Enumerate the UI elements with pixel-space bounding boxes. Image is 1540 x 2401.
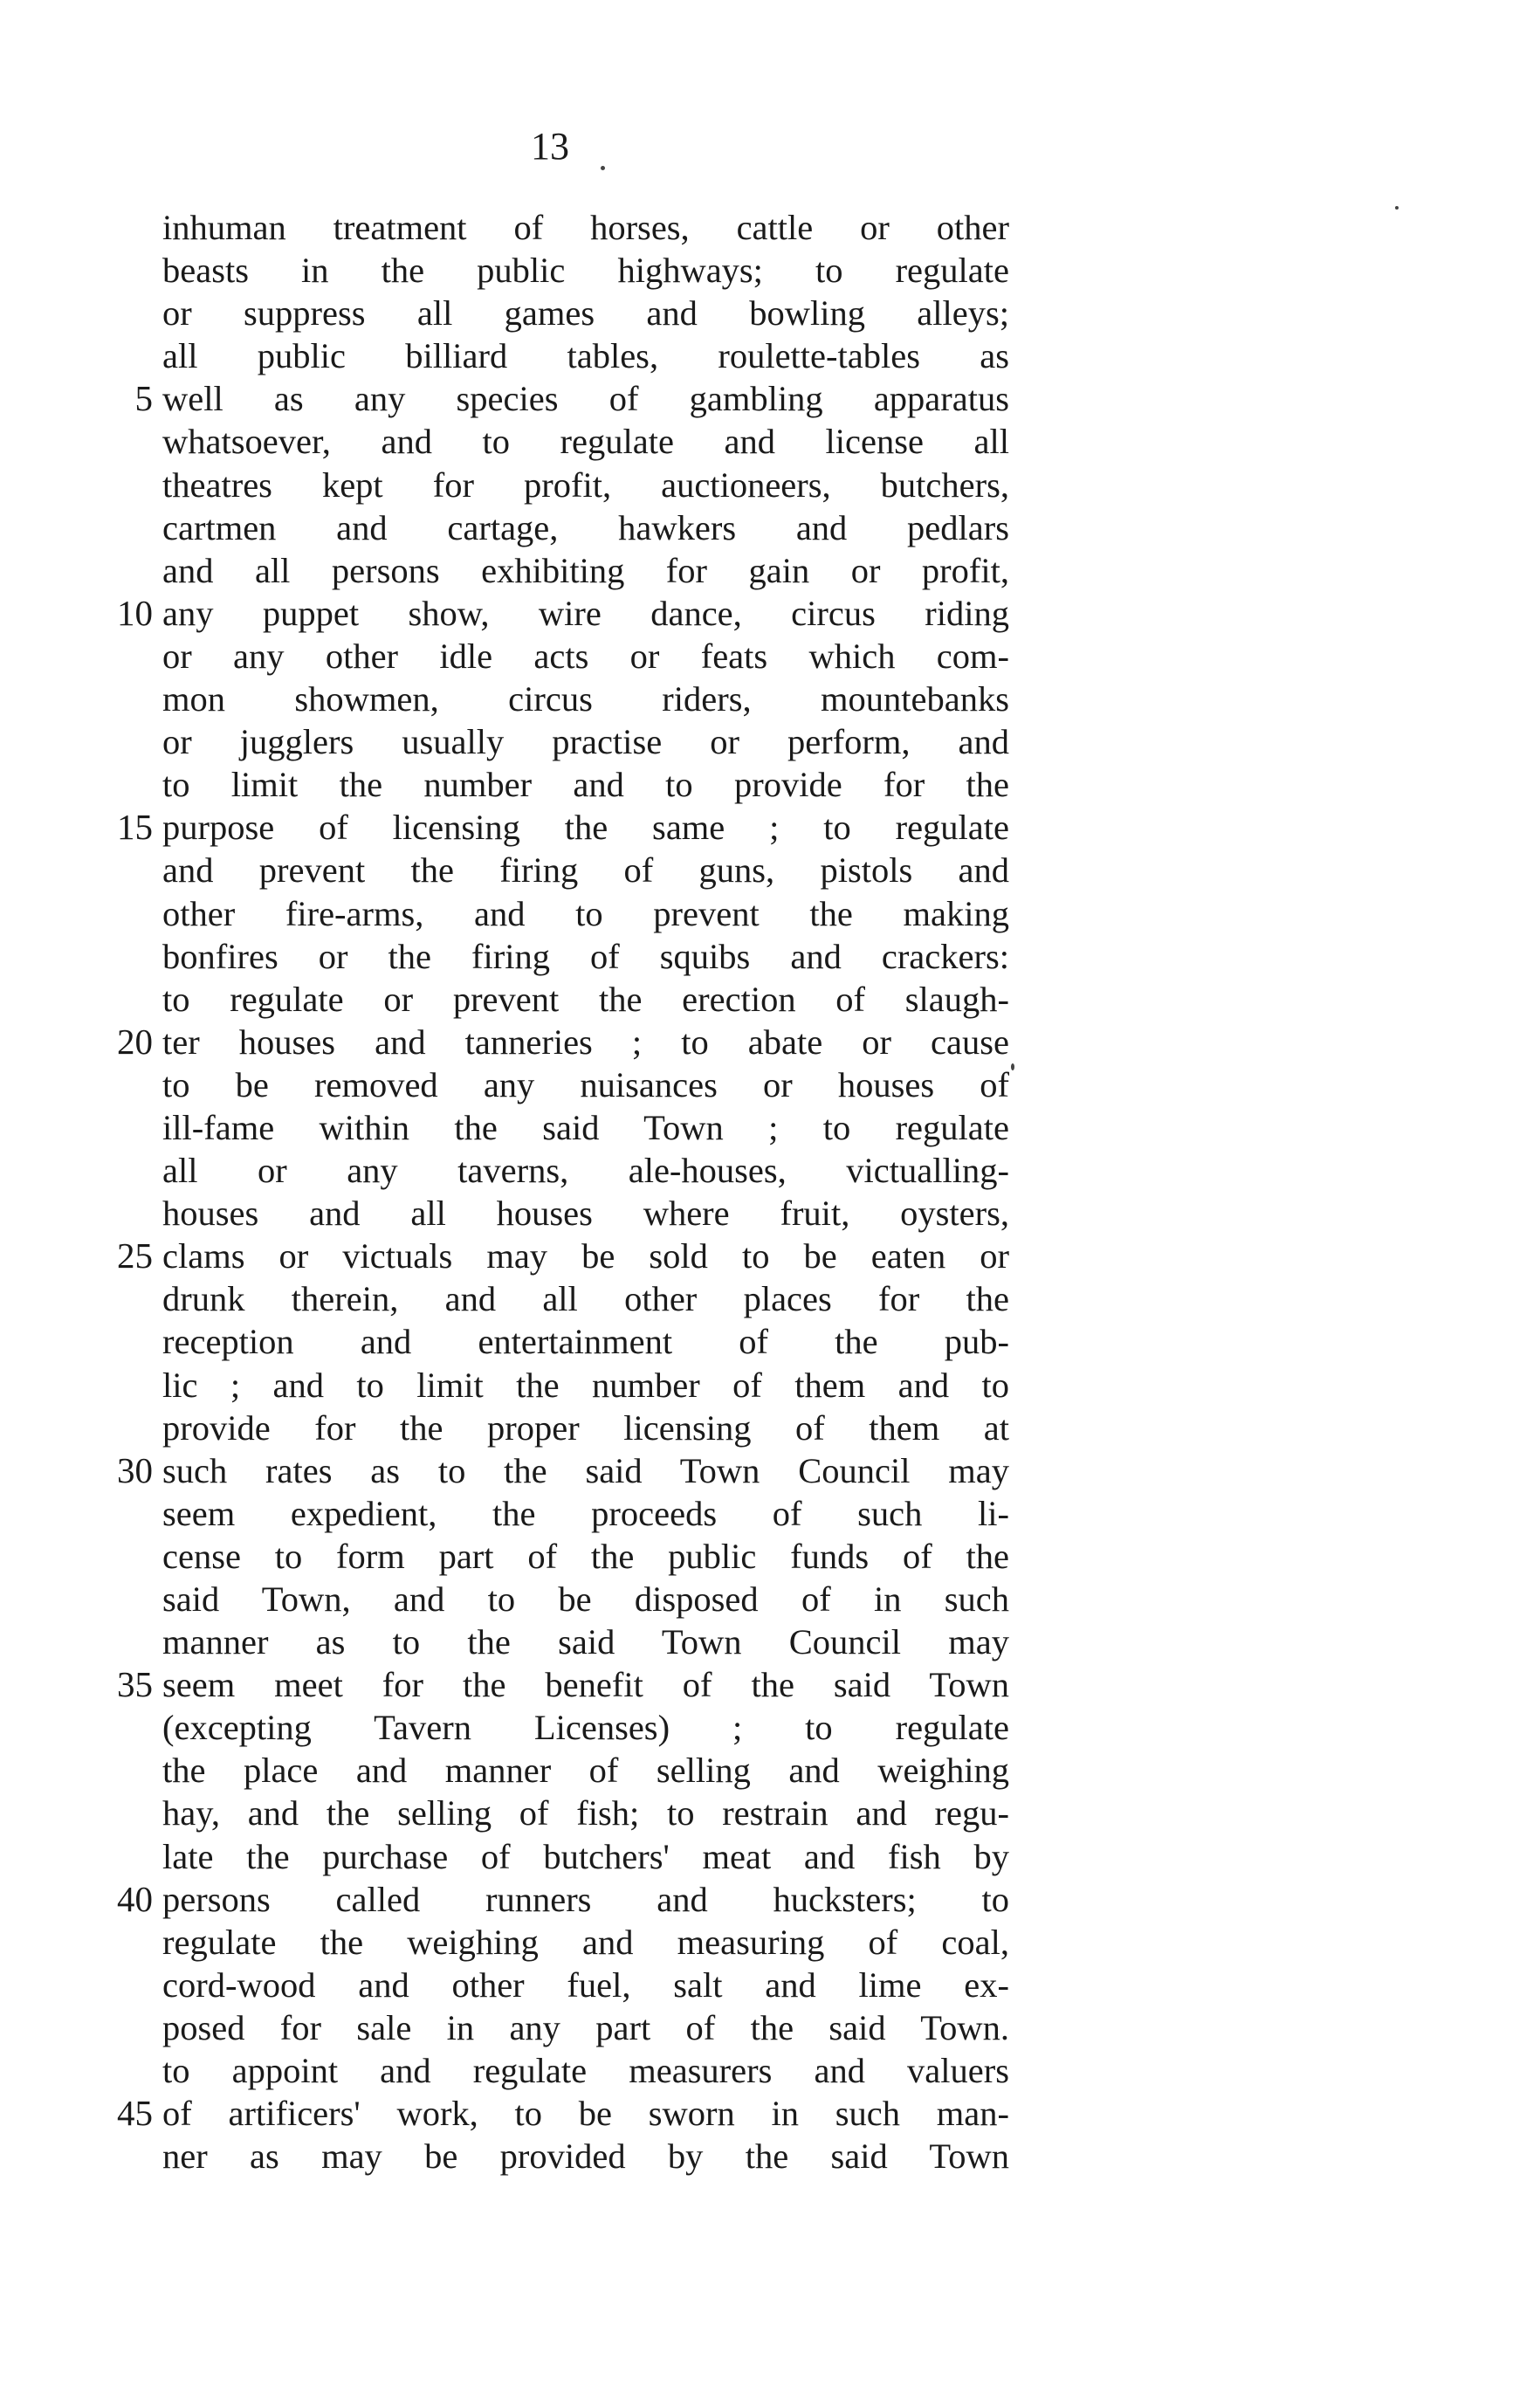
text-line [61, 1106, 1048, 1149]
text-line [61, 1407, 1048, 1449]
text-line [61, 2049, 1048, 2092]
body-text [61, 206, 1048, 2177]
text-line [61, 1320, 1048, 1363]
line-text: or suppress all games and bowling alleys; [162, 293, 1009, 334]
line-text: of artificers' work, to be sworn in such man- [162, 2094, 1009, 2134]
line-text: seem meet for the benefit of the said Town [162, 1665, 1009, 1705]
line-text: theatres kept for profit, auctioneers, butchers, [162, 464, 1009, 505]
text-line [61, 1620, 1048, 1663]
line-text: regulate the weighing and measuring of coal, [162, 1922, 1009, 1962]
line-text: any puppet show, wire dance, circus riding [162, 593, 1009, 633]
text-line [61, 1792, 1048, 1834]
line-text: other fire-arms, and to prevent the making [162, 893, 1009, 933]
text-line [61, 334, 1048, 377]
text-line [61, 935, 1048, 978]
line-text: hay, and the selling of fish; to restrain and regu- [162, 1793, 1009, 1833]
text-line [61, 849, 1048, 891]
line-number: 10 [117, 592, 153, 633]
text-line [61, 1192, 1048, 1235]
line-text: ter houses and tanneries ; to abate or cause [162, 1022, 1009, 1062]
text-line [61, 978, 1048, 1021]
line-text: such rates as to the said Town Council may [162, 1450, 1009, 1490]
text-line [61, 1878, 1048, 1921]
text-line [61, 2092, 1048, 2135]
line-text: persons called runners and hucksters; to [162, 1879, 1009, 1919]
text-line [61, 720, 1048, 763]
text-line [61, 377, 1048, 420]
text-line [61, 2006, 1048, 2049]
text-line [61, 1364, 1048, 1407]
line-text: the place and manner of selling and weighing [162, 1751, 1009, 1791]
line-number: 40 [117, 1878, 153, 1919]
line-number: 25 [117, 1235, 153, 1276]
scan-speck [1395, 206, 1399, 210]
text-line [61, 1835, 1048, 1878]
line-text: reception and entertainment of the pub- [162, 1322, 1009, 1362]
page-number: 13 [531, 125, 569, 168]
text-line [61, 206, 1048, 249]
line-text: to be removed any nuisances or houses of [162, 1064, 1009, 1104]
text-line [61, 678, 1048, 720]
text-line [61, 2135, 1048, 2177]
line-text: manner as to the said Town Council may [162, 1622, 1009, 1662]
text-line [61, 1535, 1048, 1578]
line-text: inhuman treatment of horses, cattle or other [162, 208, 1009, 247]
line-text: to limit the number and to provide for the [162, 765, 1009, 805]
line-number: 45 [117, 2093, 153, 2134]
text-line [61, 464, 1048, 506]
line-number: 15 [117, 807, 153, 848]
text-line [61, 1021, 1048, 1063]
text-line [61, 1149, 1048, 1192]
line-text: houses and all houses where fruit, oysters, [162, 1194, 1009, 1234]
scan-speck [601, 166, 605, 170]
line-text: said Town, and to be disposed of in such [162, 1579, 1009, 1619]
text-line [61, 292, 1048, 334]
text-line [61, 1663, 1048, 1706]
text-line [61, 1492, 1048, 1535]
line-text: all or any taverns, ale-houses, victualling- [162, 1151, 1009, 1191]
scan-speck [1011, 1063, 1014, 1070]
line-number: 20 [117, 1021, 153, 1062]
line-text: or jugglers usually practise or perform, and [162, 722, 1009, 762]
line-text: to appoint and regulate measurers and valuers [162, 2051, 1009, 2091]
text-line [61, 1449, 1048, 1492]
text-line [61, 420, 1048, 463]
line-text: well as any species of gambling apparatus [162, 379, 1009, 419]
line-text: and all persons exhibiting for gain or profit, [162, 550, 1009, 590]
line-number: 30 [117, 1449, 153, 1490]
text-line [61, 806, 1048, 849]
line-text: drunk therein, and all other places for the [162, 1279, 1009, 1319]
line-number: 35 [117, 1664, 153, 1705]
text-line [61, 549, 1048, 592]
line-number: 5 [134, 378, 153, 419]
line-text: all public billiard tables, roulette-tables as [162, 336, 1009, 376]
line-text: cord-wood and other fuel, salt and lime ex- [162, 1964, 1009, 2005]
line-text: cartmen and cartage, hawkers and pedlars [162, 507, 1009, 547]
text-line [61, 592, 1048, 635]
line-text: mon showmen, circus riders, mountebanks [162, 679, 1009, 719]
text-line [61, 1964, 1048, 2006]
text-line [61, 763, 1048, 806]
line-text: seem expedient, the proceeds of such li- [162, 1493, 1009, 1533]
line-text: bonfires or the firing of squibs and crackers: [162, 936, 1009, 976]
line-text: cense to form part of the public funds of the [162, 1536, 1009, 1576]
line-text: to regulate or prevent the erection of slaugh- [162, 979, 1009, 1019]
text-line [61, 1921, 1048, 1964]
line-text: lic ; and to limit the number of them and to [162, 1365, 1009, 1405]
text-line [61, 1277, 1048, 1320]
line-text: provide for the proper licensing of them at [162, 1407, 1009, 1448]
line-text: purpose of licensing the same ; to regulate [162, 808, 1009, 848]
line-text: (excepting Tavern Licenses) ; to regulate [162, 1708, 1009, 1748]
text-line [61, 1706, 1048, 1749]
text-line [61, 1749, 1048, 1792]
text-line [61, 1578, 1048, 1620]
text-line [61, 635, 1048, 678]
line-text: ner as may be provided by the said Town [162, 2136, 1009, 2177]
text-line [61, 506, 1048, 549]
line-text: beasts in the public highways; to regulate [162, 251, 1009, 291]
line-text: late the purchase of butchers' meat and fish by [162, 1836, 1009, 1876]
line-text: ill-fame within the said Town ; to regulate [162, 1107, 1009, 1147]
line-text: and prevent the firing of guns, pistols and [162, 850, 1009, 891]
text-line [61, 892, 1048, 935]
text-line [61, 1063, 1048, 1106]
line-text: posed for sale in any part of the said Town. [162, 2007, 1009, 2047]
line-text: or any other idle acts or feats which com- [162, 636, 1009, 676]
text-line [61, 1235, 1048, 1277]
text-line [61, 249, 1048, 292]
line-text: whatsoever, and to regulate and license all [162, 422, 1009, 462]
line-text: clams or victuals may be sold to be eaten or [162, 1236, 1009, 1276]
